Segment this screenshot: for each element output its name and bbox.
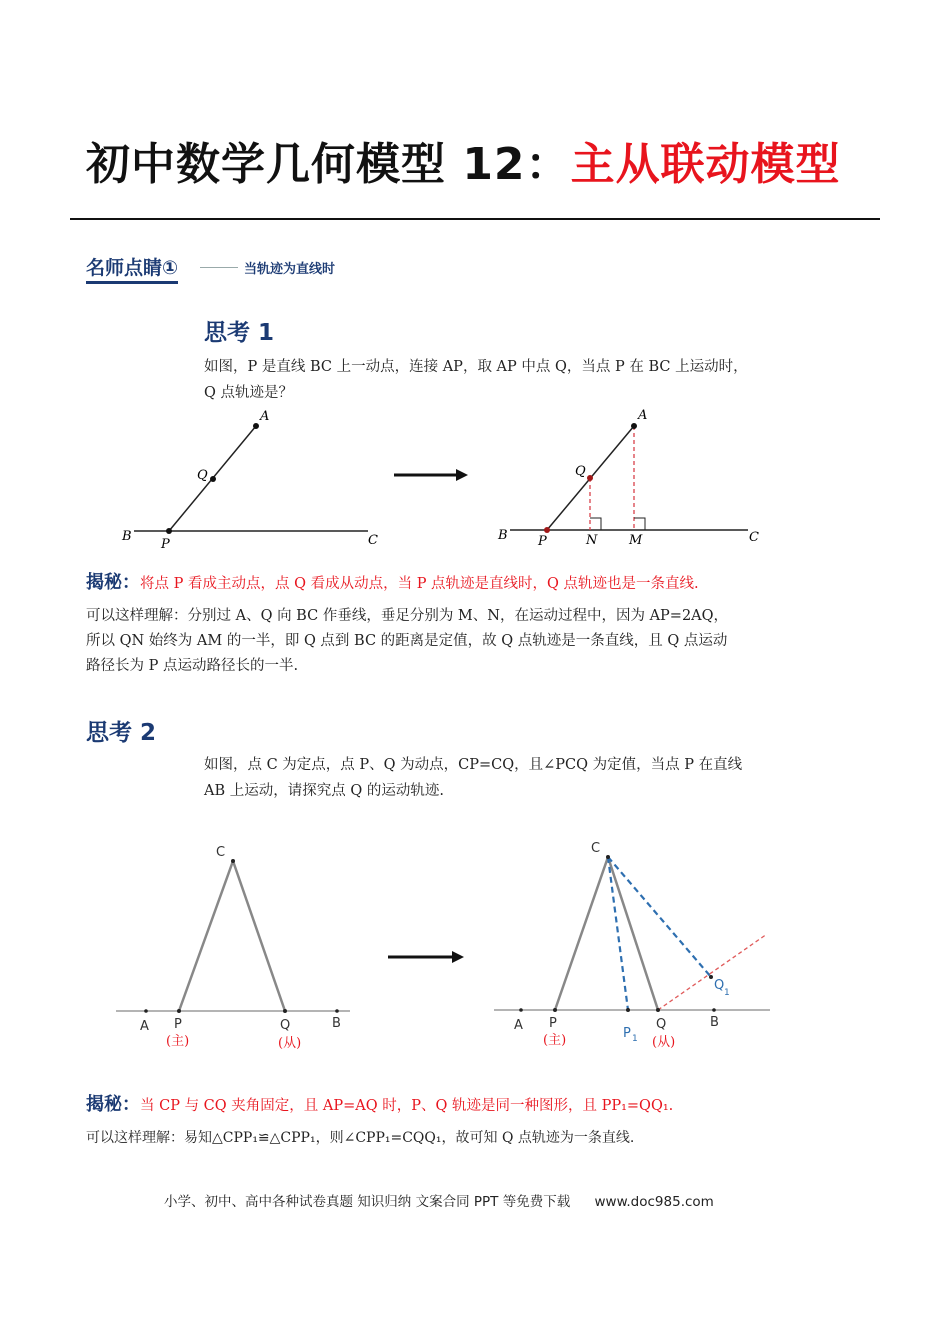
reveal2-explain: 可以这样理解：易知△CPP₁≌△CPP₁，则∠CPP₁=CQQ₁，故可知 Q 点轨迹为一条直线.: [86, 1130, 635, 1146]
fig1l-label-q: Q: [197, 468, 208, 483]
reveal2: [86, 1090, 673, 1119]
section-underline: [86, 281, 178, 284]
fig2r-label-p: P: [549, 1016, 557, 1031]
section-label: 名师点睛①: [86, 257, 179, 279]
fig2r-label-p1-subscript: 1: [632, 1034, 638, 1044]
fig2r-label-p1: P: [623, 1026, 631, 1041]
fig2l-label-follow: (从): [278, 1036, 302, 1051]
fig1r-label-c: C: [749, 530, 759, 545]
title-part1: 初中数学几何模型 12：: [86, 139, 571, 190]
arrow-right-icon-2: [386, 947, 468, 967]
figure1-left: [110, 400, 400, 555]
fig2l-label-a: A: [140, 1019, 149, 1034]
fig2r-label-q1-subscript: 1: [724, 988, 730, 998]
fig2r-label-main: (主): [543, 1033, 567, 1048]
title-divider: [70, 218, 880, 220]
think2-line2: AB 上运动，请探究点 Q 的运动轨迹.: [204, 783, 444, 799]
fig2l-label-c: C: [216, 845, 226, 860]
reveal1-explain-line1: 可以这样理解：分别过 A、Q 向 BC 作垂线，垂足分别为 M、N，在运动过程中，因为 AP=2AQ，: [86, 608, 729, 624]
fig2l-label-q: Q: [280, 1018, 291, 1033]
fig2r-label-c: C: [591, 841, 601, 856]
fig1r-label-a: A: [638, 408, 648, 423]
figure2-right: [480, 830, 780, 1060]
reveal2-text: 当 CP 与 CQ 夹角固定，且 AP=AQ 时，P、Q 轨迹是同一种图形，且 PP₁=QQ₁.: [140, 1098, 674, 1114]
fig2r-label-a: A: [514, 1018, 523, 1033]
think2-line1: 如图，点 C 为定点，点 P、Q 为动点，CP=CQ，且∠PCQ 为定值，当点 P 在直线: [204, 757, 743, 773]
figure2-left: [110, 835, 380, 1060]
fig2r-label-q1: Q: [714, 978, 725, 993]
fig1r-label-p: P: [538, 534, 547, 549]
think2-heading: 思考 2: [86, 720, 157, 746]
fig1l-label-p: P: [161, 537, 170, 552]
think1-line2: Q 点轨迹是？: [204, 385, 293, 401]
think1-line1: 如图，P 是直线 BC 上一动点，连接 AP，取 AP 中点 Q，当点 P 在 BC 上运动时，: [204, 359, 748, 375]
footer-text: 小学、初中、高中各种试卷真题 知识归纳 文案合同 PPT 等免费下载: [164, 1194, 571, 1210]
fig2l-label-p: P: [174, 1017, 182, 1032]
think1-heading: 思考 1: [204, 320, 275, 346]
reveal1: [86, 568, 699, 597]
fig1r-label-b: B: [498, 528, 508, 543]
reveal1-explain-line2: 所以 QN 始终为 AM 的一半，即 Q 点到 BC 的距离是定值，故 Q 点轨迹是一条直线，且 Q 点运动: [86, 633, 728, 649]
fig1r-label-n: N: [586, 533, 598, 548]
title-part2: 主从联动模型: [570, 139, 841, 190]
fig1l-label-a: A: [260, 409, 270, 424]
fig2r-label-q: Q: [656, 1017, 667, 1032]
arrow-right-icon: [392, 465, 472, 485]
fig1l-label-b: B: [122, 529, 132, 544]
figure1-right: [490, 400, 780, 555]
section-subtitle: 当轨迹为直线时: [244, 262, 336, 277]
fig1r-label-m: M: [629, 533, 643, 548]
fig2l-label-main: (主): [166, 1034, 190, 1049]
reveal1-label: 揭秘：: [86, 572, 140, 593]
reveal1-explain-line3: 路径长为 P 点运动路径长的一半.: [86, 658, 299, 674]
page-title: [86, 128, 841, 192]
fig1r-label-q: Q: [575, 464, 586, 479]
fig1l-label-c: C: [368, 533, 378, 548]
reveal2-label: 揭秘：: [86, 1094, 140, 1115]
fig2r-label-b: B: [710, 1015, 719, 1030]
reveal1-text: 将点 P 看成主动点，点 Q 看成从动点，当 P 点轨迹是直线时，Q 点轨迹也是一条直线.: [140, 576, 699, 592]
footer: [164, 1190, 714, 1210]
fig2r-label-follow: (从): [652, 1035, 676, 1050]
fig2l-label-b: B: [332, 1016, 341, 1031]
section-dash: [200, 267, 238, 268]
footer-site-link[interactable]: www.doc985.com: [594, 1194, 714, 1210]
